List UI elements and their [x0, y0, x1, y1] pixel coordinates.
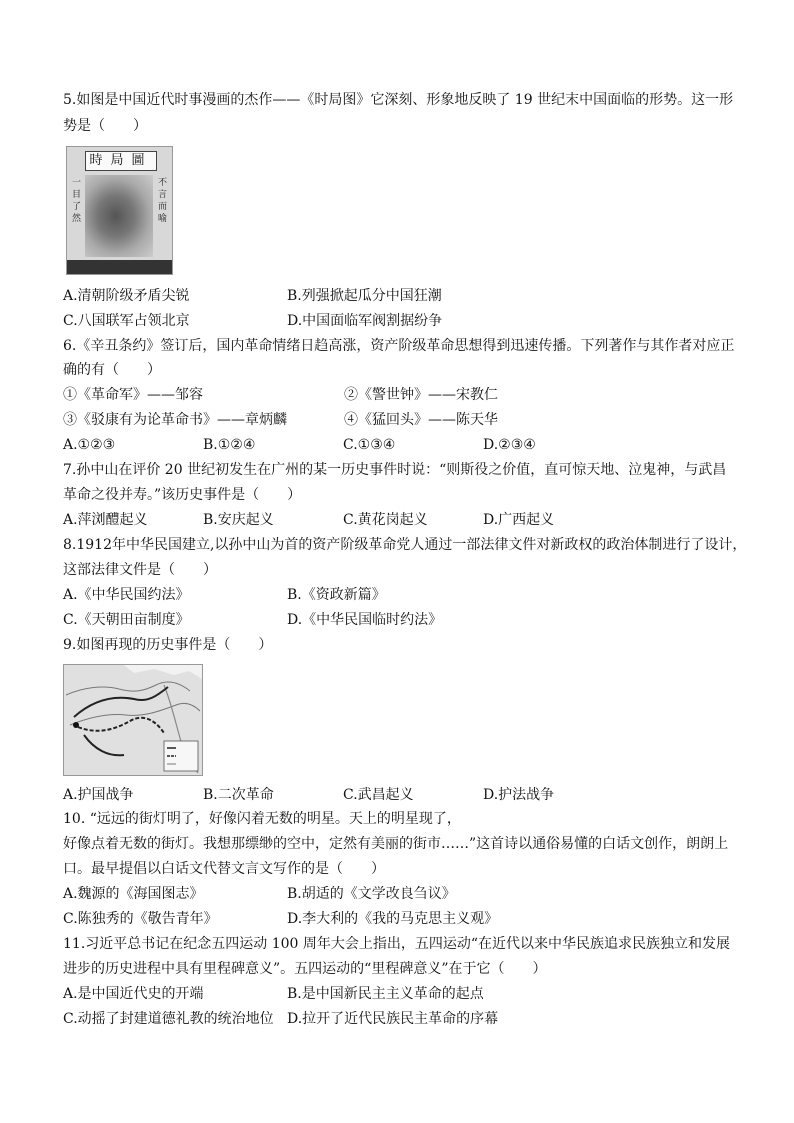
q9-option-d[interactable]: D.护法战争 [483, 787, 555, 803]
cartoon-right-caption: 不言而喻 [158, 178, 168, 224]
q11-stem-line2: 进步的历史进程中具有里程碑意义”。五四运动的“里程碑意义”在于它（ ） [63, 961, 547, 977]
q8-stem-line1: 8.1912年中华民国建立,以孙中山为首的资产阶级革命党人通过一部法律文件对新政权的政治体制进行了设计， [63, 537, 747, 553]
q8-stem-line2: 这部法律文件是（ ） [63, 562, 217, 578]
shiju-tu-cartoon-image [66, 146, 173, 275]
q6-item-3: ③《驳康有为论革命书》——章炳麟 [63, 412, 287, 428]
q10-option-d[interactable]: D.李大利的《我的马克思主义观》 [287, 911, 499, 927]
q9-stem-line1: 9.如图再现的历史事件是（ ） [63, 637, 273, 653]
q7-option-d[interactable]: D.广西起义 [483, 512, 555, 528]
q11-option-c[interactable]: C.动摇了封建道德礼教的统治地位 [63, 1011, 274, 1027]
q10-stem-line1: 10. “远远的街灯明了，好像闪着无数的明星。天上的明星现了， [63, 811, 461, 827]
q11-option-b[interactable]: B.是中国新民主主义革命的起点 [287, 986, 484, 1002]
q5-option-c[interactable]: C.八国联军占领北京 [63, 313, 190, 329]
cartoon-base [67, 260, 172, 274]
q11-option-a[interactable]: A.是中国近代史的开端 [63, 986, 204, 1002]
historical-map-image [63, 664, 203, 776]
q10-stem-line2: 好像点着无数的街灯。我想那缥缈的空中，定然有美丽的街市……”这首诗以通俗易懂的白话文创作，朗朗上 [63, 836, 729, 852]
map-drawing [64, 665, 202, 775]
q6-option-b[interactable]: B.①②④ [203, 437, 256, 453]
q5-stem-line1: 5.如图是中国近代时事漫画的杰作——《时局图》它深刻、形象地反映了 19 世纪末中国面临的形势。这一形 [63, 92, 734, 108]
q10-option-c[interactable]: C.陈独秀的《敬告青年》 [63, 911, 218, 927]
q8-option-a[interactable]: A.《中华民国约法》 [63, 587, 190, 603]
q7-stem-line1: 7.孙中山在评价 20 世纪初发生在广州的某一历史事件时说：“则斯役之价值，直可惊天地、泣鬼神，与武昌 [63, 462, 727, 478]
q6-item-1: ①《革命军》——邹容 [63, 387, 203, 403]
q7-option-b[interactable]: B.安庆起义 [203, 512, 274, 528]
q9-option-c[interactable]: C.武昌起义 [343, 787, 414, 803]
cartoon-left-caption: 一目了然 [72, 178, 82, 224]
q8-option-c[interactable]: C.《天朝田亩制度》 [63, 612, 190, 628]
q8-option-d[interactable]: D.《中华民国临时约法》 [287, 612, 443, 628]
q9-option-b[interactable]: B.二次革命 [203, 787, 274, 803]
q7-stem-line2: 革命之役并寿。”该历史事件是（ ） [63, 487, 302, 503]
cartoon-title: 時局圖 [85, 151, 157, 171]
q11-option-d[interactable]: D.拉开了近代民族民主革命的序幕 [287, 1011, 499, 1027]
q6-option-a[interactable]: A.①②③ [63, 437, 116, 453]
q7-option-a[interactable]: A.萍浏醴起义 [63, 512, 148, 528]
q5-stem-line2: 势是（ ） [63, 118, 147, 134]
q6-item-2: ②《警世钟》——宋教仁 [344, 387, 498, 403]
q9-option-a[interactable]: A.护国战争 [63, 787, 134, 803]
q5-option-b[interactable]: B.列强掀起瓜分中国狂潮 [287, 288, 442, 304]
cartoon-scene [85, 175, 153, 257]
q5-option-d[interactable]: D.中国面临军阀割据纷争 [287, 313, 443, 329]
q6-option-d[interactable]: D.②③④ [483, 437, 536, 453]
q8-option-b[interactable]: B.《资政新篇》 [287, 587, 386, 603]
q6-item-4: ④《猛回头》——陈天华 [344, 412, 498, 428]
q10-option-a[interactable]: A.魏源的《海国图志》 [63, 886, 204, 902]
q6-stem-line1: 6.《辛丑条约》签订后，国内革命情绪日趋高涨，资产阶级革命思想得到迅速传播。下列著作与其作者对应正 [63, 338, 735, 354]
q10-stem-line3: 口。最早提倡以白话文代替文言文写作的是（ ） [63, 861, 385, 877]
q6-stem-line2: 确的有（ ） [63, 362, 161, 378]
q10-option-b[interactable]: B.胡适的《文学改良刍议》 [287, 886, 456, 902]
q5-option-a[interactable]: A.清朝阶级矛盾尖锐 [63, 288, 190, 304]
q11-stem-line1: 11.习近平总书记在纪念五四运动 100 周年大会上指出，五四运动“在近代以来中华民族追求民族独立和发展 [63, 936, 731, 952]
q6-option-c[interactable]: C.①③④ [343, 437, 396, 453]
q7-option-c[interactable]: C.黄花岗起义 [343, 512, 428, 528]
